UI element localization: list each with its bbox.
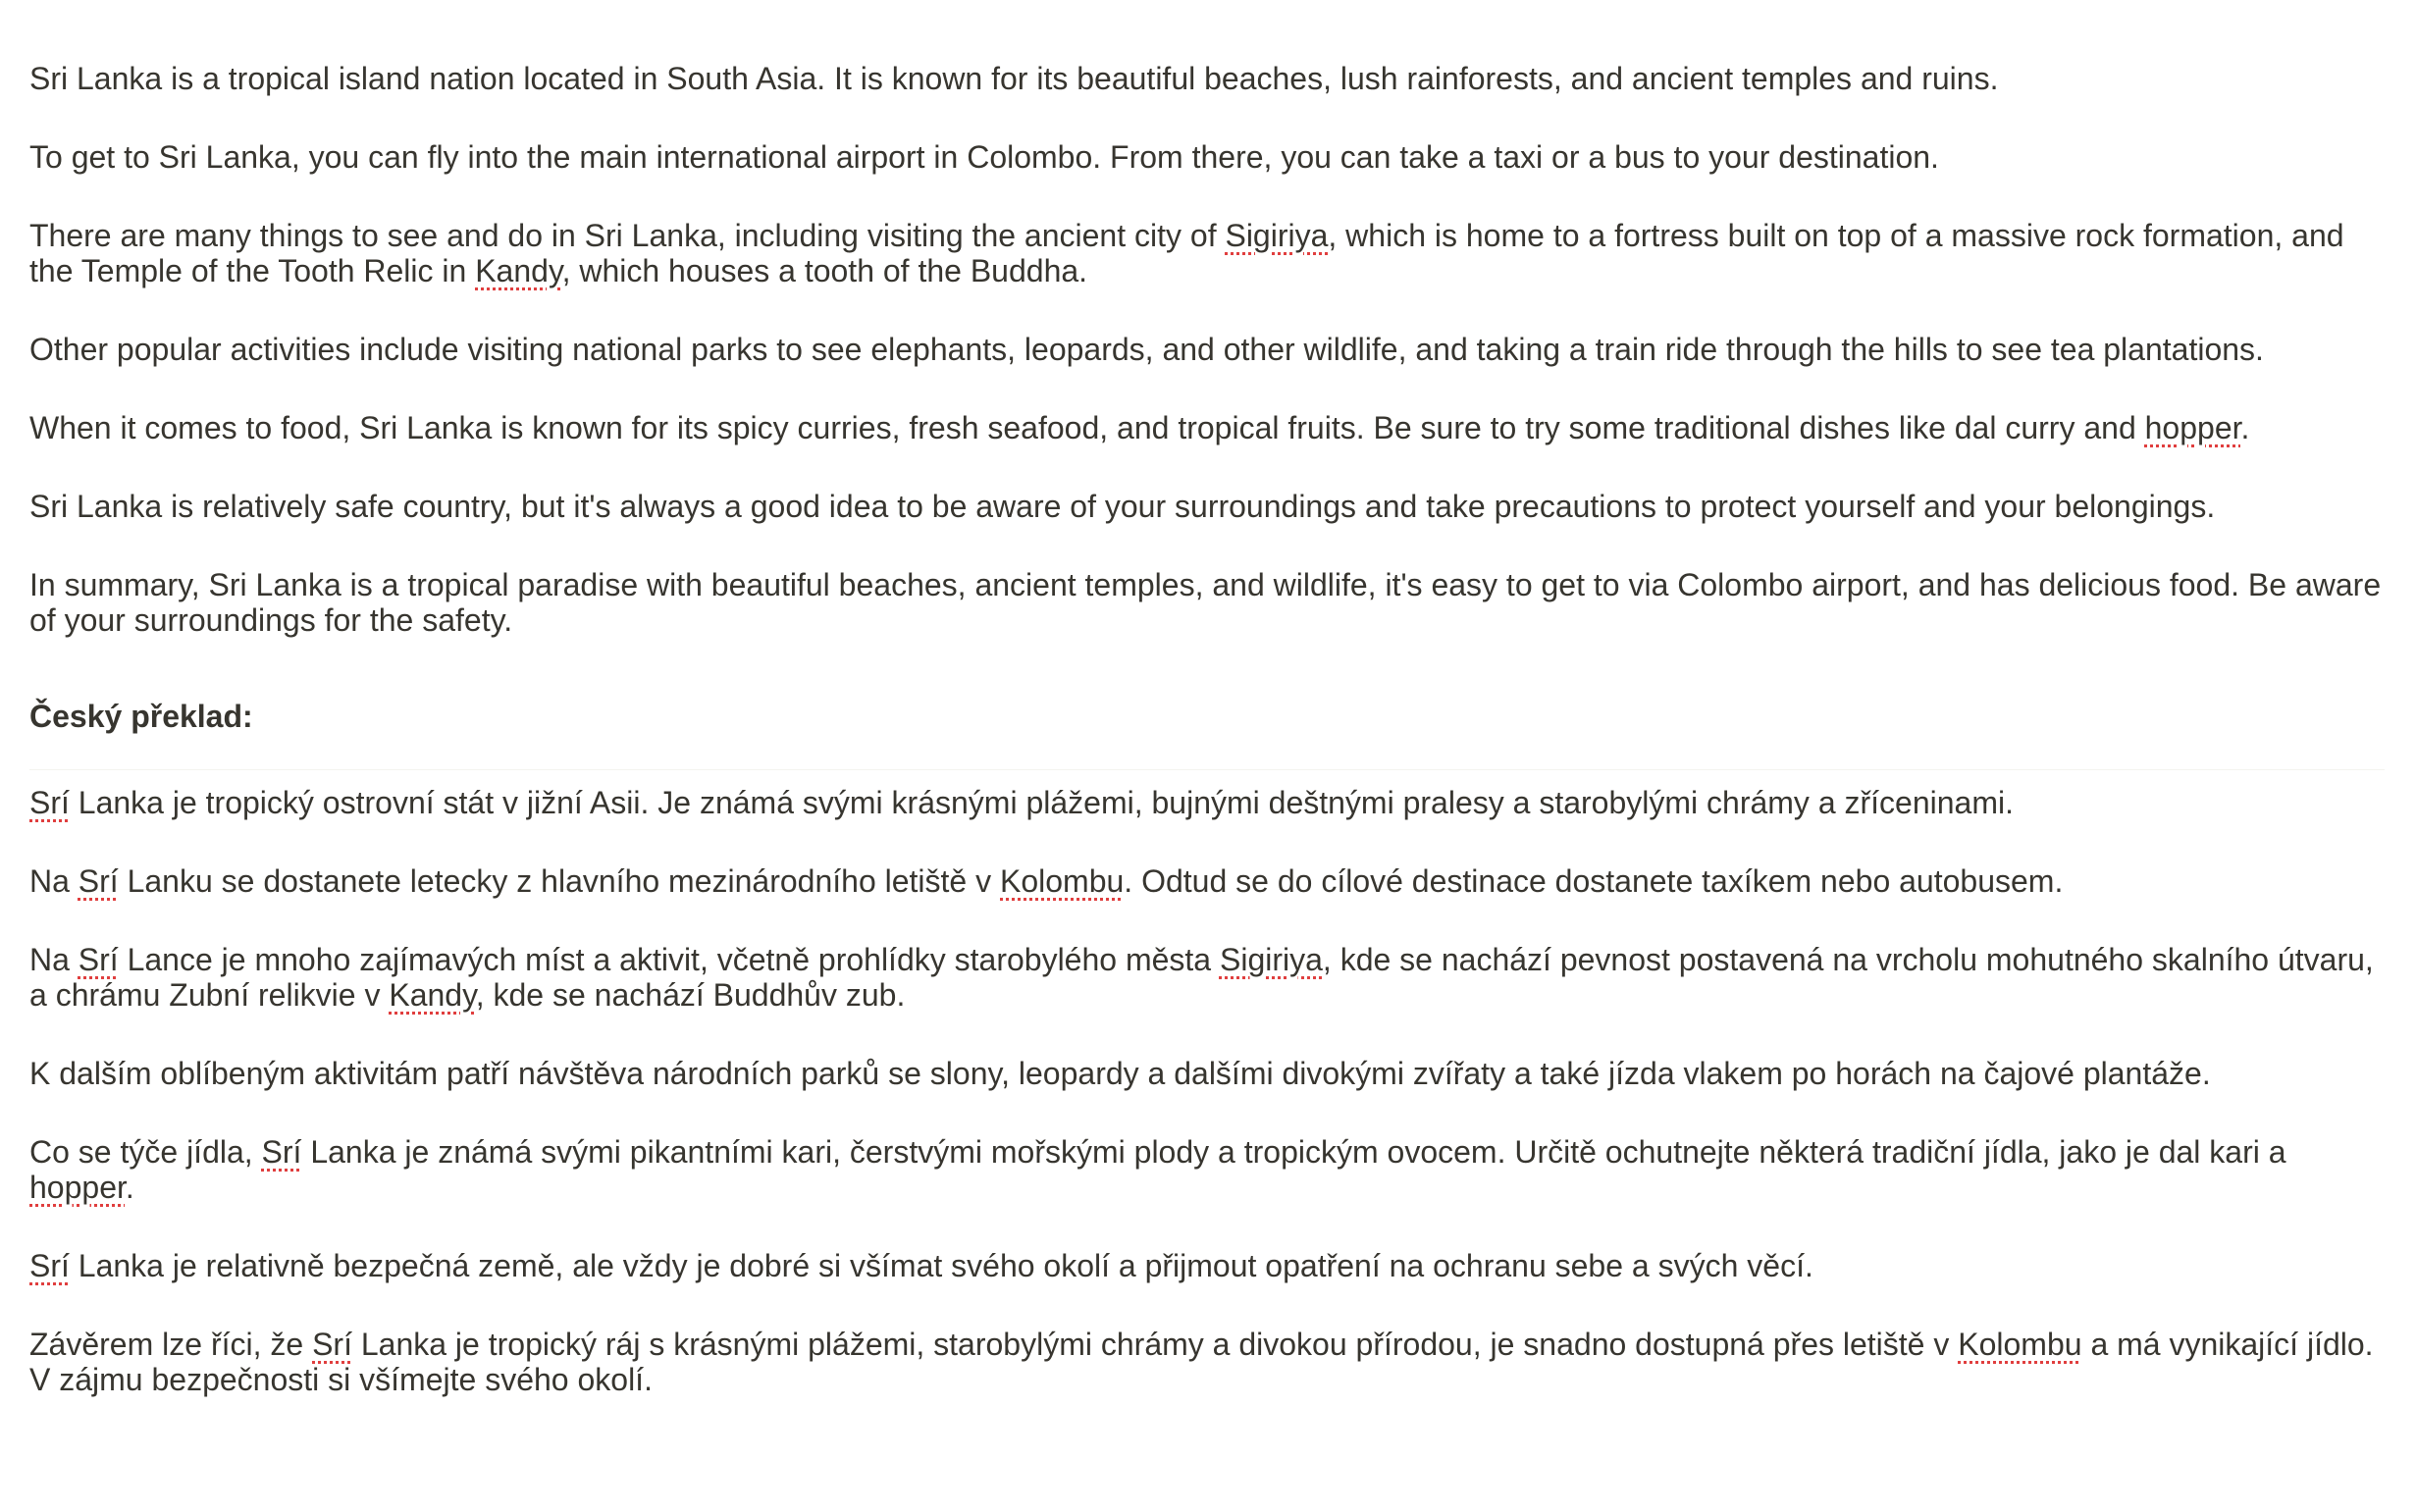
czech-paragraph[interactable]: Na Srí Lance je mnoho zajímavých míst a aktivit, včetně prohlídky starobylého města Sigiriya, kde se nachází pevnost postavená na vrcholu mohutného skalního útvaru, a chrámu Zubní relikvie v Kandy, kde se nachází Buddhův zub. <box>29 942 2374 1013</box>
spellcheck-flagged-word[interactable]: Srí <box>78 863 119 899</box>
spellcheck-flagged-word[interactable]: Srí <box>29 785 70 820</box>
english-paragraph[interactable]: In summary, Sri Lanka is a tropical paradise with beautiful beaches, ancient temples, and wildlife, it's easy to get to via Colombo airport, and has delicious food. Be aware of your surroundings for the safety. <box>29 567 2382 638</box>
spellcheck-flagged-word[interactable]: Kolombu <box>1000 863 1125 899</box>
czech-section <box>29 785 2385 1397</box>
english-paragraph[interactable]: When it comes to food, Sri Lanka is known for its spicy curries, fresh seafood, and tropical fruits. Be sure to try some traditional dishes like dal curry and hopper. <box>29 410 2250 445</box>
divider <box>29 769 2385 770</box>
spellcheck-flagged-word[interactable]: Sigiriya <box>1225 218 1329 253</box>
spellcheck-flagged-word[interactable]: hopper <box>2144 410 2241 445</box>
english-paragraph[interactable]: To get to Sri Lanka, you can fly into the main international airport in Colombo. From there, you can take a taxi or a bus to your destination. <box>29 139 1939 175</box>
english-paragraph[interactable]: Sri Lanka is a tropical island nation located in South Asia. It is known for its beautiful beaches, lush rainforests, and ancient temples and ruins. <box>29 61 1999 96</box>
czech-paragraph[interactable]: Srí Lanka je relativně bezpečná země, ale vždy je dobré si všímat svého okolí a přijmout opatření na ochranu sebe a svých věcí. <box>29 1248 1813 1283</box>
spellcheck-flagged-word[interactable]: Srí <box>261 1134 302 1170</box>
english-paragraph[interactable]: Other popular activities include visiting national parks to see elephants, leopards, and other wildlife, and taking a train ride through the hills to see tea plantations. <box>29 332 2264 367</box>
spellcheck-flagged-word[interactable]: Srí <box>78 942 119 977</box>
english-section <box>29 61 2385 638</box>
spellcheck-flagged-word[interactable]: Sigiriya <box>1219 942 1323 977</box>
spellcheck-flagged-word[interactable]: Kandy <box>475 253 562 288</box>
czech-paragraph[interactable]: Co se týče jídla, Srí Lanka je známá svými pikantními kari, čerstvými mořskými plody a tropickým ovocem. Určitě ochutnejte některá tradiční jídla, jako je dal kari a hopper. <box>29 1134 2286 1205</box>
spellcheck-flagged-word[interactable]: Kolombu <box>1958 1327 2082 1362</box>
spellcheck-flagged-word[interactable]: Kandy <box>389 977 476 1013</box>
english-paragraph[interactable]: There are many things to see and do in Sri Lanka, including visiting the ancient city of Sigiriya, which is home to a fortress built on top of a massive rock formation, and the Temple of the Tooth Relic in Kandy, which houses a tooth of the Buddha. <box>29 218 2344 288</box>
czech-translation-heading[interactable]: Český překlad: <box>29 699 253 734</box>
spellcheck-flagged-word[interactable]: Srí <box>29 1248 70 1283</box>
czech-paragraph[interactable]: Závěrem lze říci, že Srí Lanka je tropický ráj s krásnými plážemi, starobylými chrámy a divokou přírodou, je snadno dostupná přes letiště v Kolombu a má vynikající jídlo. V zájmu bezpečnosti si všímejte svého okolí. <box>29 1327 2374 1397</box>
czech-paragraph[interactable]: Srí Lanka je tropický ostrovní stát v jižní Asii. Je známá svými krásnými plážemi, bujnými deštnými pralesy a starobylými chrámy a zříceninami. <box>29 785 2014 820</box>
document-page <box>29 61 2385 1440</box>
czech-paragraph[interactable]: Na Srí Lanku se dostanete letecky z hlavního mezinárodního letiště v Kolombu. Odtud se do cílové destinace dostanete taxíkem nebo autobusem. <box>29 863 2064 899</box>
spellcheck-flagged-word[interactable]: Srí <box>312 1327 352 1362</box>
czech-paragraph[interactable]: K dalším oblíbeným aktivitám patří návštěva národních parků se slony, leopardy a dalšími divokými zvířaty a také jízda vlakem po horách na čajové plantáže. <box>29 1056 2211 1091</box>
english-paragraph[interactable]: Sri Lanka is relatively safe country, but it's always a good idea to be aware of your surroundings and take precautions to protect yourself and your belongings. <box>29 489 2216 524</box>
spellcheck-flagged-word[interactable]: hopper <box>29 1170 126 1205</box>
